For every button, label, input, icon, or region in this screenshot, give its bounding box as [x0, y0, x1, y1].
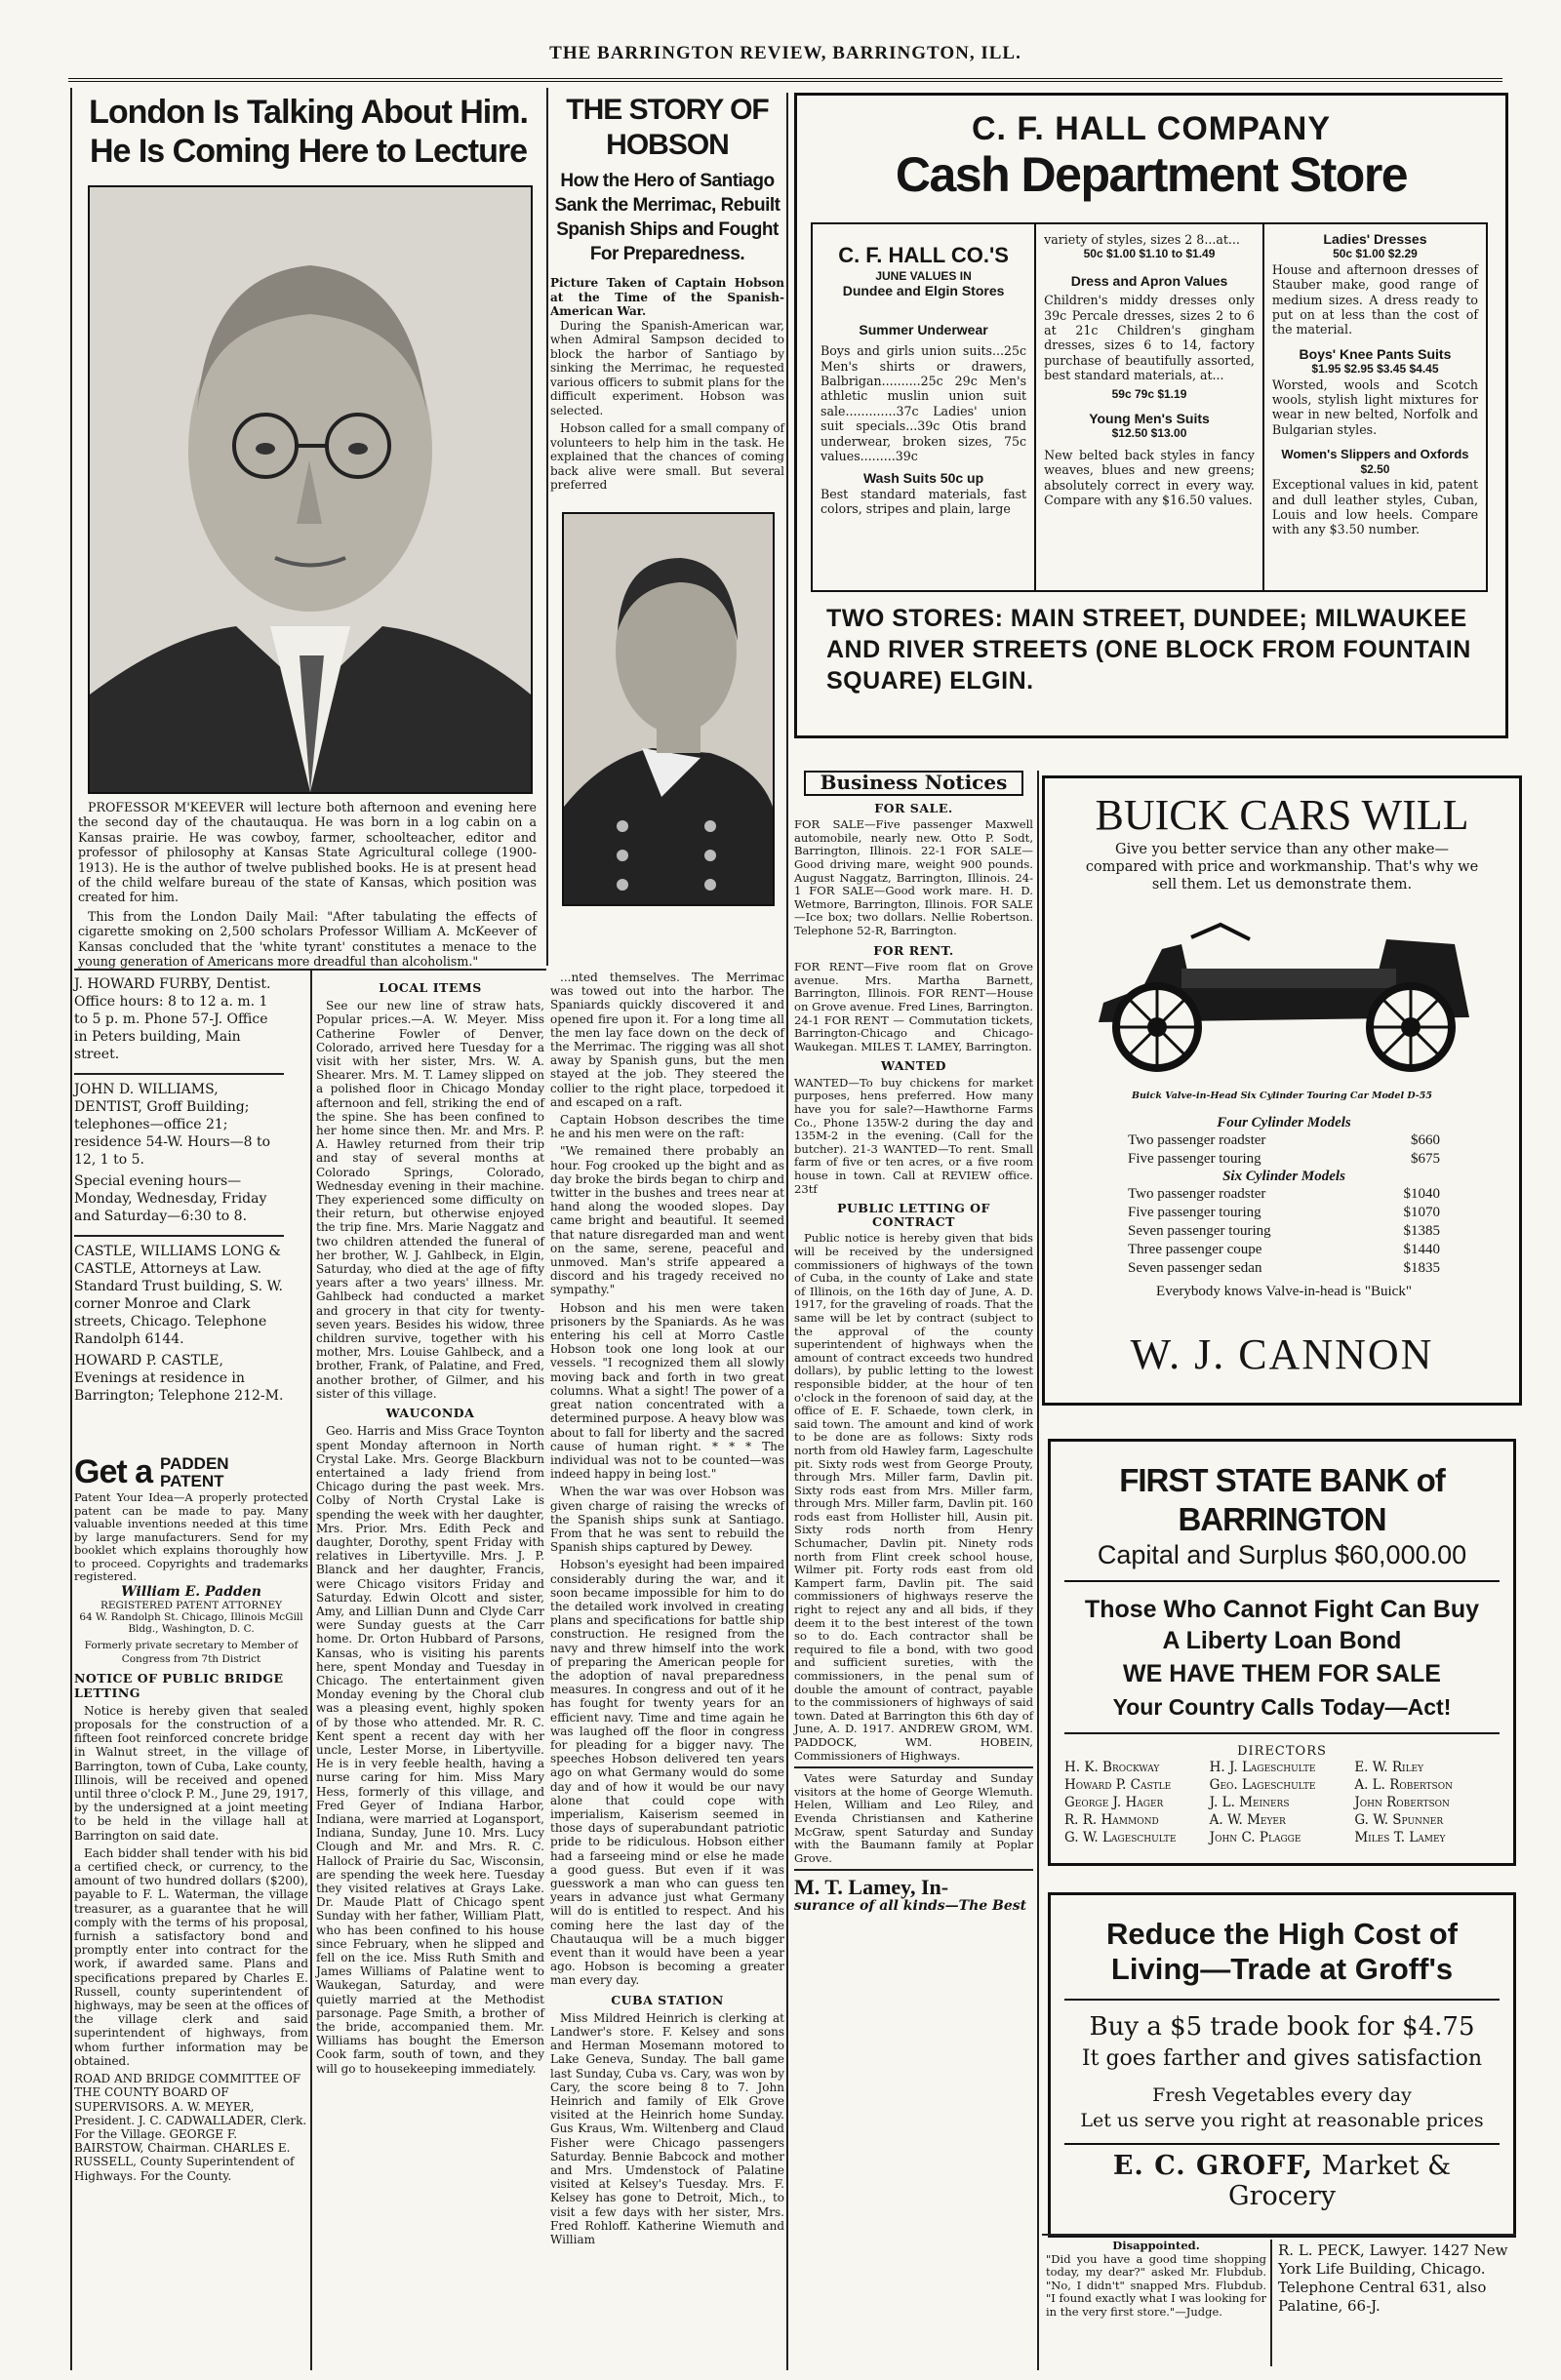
mckeever-article: [74, 93, 542, 970]
masthead: THE BARRINGTON REVIEW, BARRINGTON, ILL.: [68, 43, 1502, 82]
mckeever-headline: London Is Talking About Him.: [89, 94, 528, 131]
hobson-article-continued: [550, 971, 784, 2365]
local-items: [316, 975, 544, 2370]
hall-col-1: [813, 224, 1036, 590]
hobson-paragraph: Hobson's eyesight had been impaired considerably during the war, and it soon became impossible for him to do the detailed work involved in creating plans and specifications for battle ship construction. He resigned from the navy and threw himself into the work of preparing the American people for the adoption of naval preparedness measures. In congress and out of it he has fought for twenty years for an efficient navy. Time and time again he was laughed off the floor in congress for pleading for a bigger navy. The speeches Hobson delivered ten years ago on what Germany would do some day and of how it would be our navy alone that could cope with imperialism, Kaiserism seemed in those days of superabundant patriotic pride to be ridiculous. Hobson either had a farseeing mind or else he made a good guess. But even if it was guesswork a man who can guess ten years in advance just what Germany will do is entitled to respect. And his coming here the last day of the Chautauqua will be a much bigger event than it would have been a year ago. Hobson is becoming a greater man every day.: [550, 1558, 784, 1988]
williams-hours: Special evening hours—Monday, Wednesday, Friday and Saturday—6:30 to 8.: [74, 1173, 267, 1224]
column-rule: [1037, 771, 1039, 2370]
disappointed-head: Disappointed.: [1112, 2239, 1200, 2252]
hall-inner-name: C. F. HALL CO.'S: [838, 243, 1009, 267]
buick-model-price: $1040: [1403, 1186, 1440, 1202]
padden-role: REGISTERED PATENT ATTORNEY: [100, 1599, 283, 1611]
bank-ad: [1048, 1439, 1516, 1866]
director-name: John C. Plagge: [1209, 1830, 1301, 1845]
director-name: H. J. Lageschulte: [1209, 1760, 1316, 1775]
hall-stores: Dundee and Elgin Stores: [842, 283, 1005, 299]
padden-address: 64 W. Randolph St. Chicago, Illinois McGill Bldg., Washington, D. C.: [79, 1610, 303, 1635]
hobson-paragraph: Captain Hobson describes the time he and his men were on the raft:: [550, 1113, 784, 1141]
hall-ladies-head: Ladies' Dresses: [1323, 231, 1427, 247]
padden-head-2: PADDEN PATENT: [160, 1453, 229, 1490]
hall-col-2: [1036, 224, 1264, 590]
wanted-list: WANTED—To buy chickens for market purposes, hens preferred. How many have you for sale?—Hawthorne Farms Co., Phone 135W-2 during the day and 135M-2 in the evening. (Call for the butcher). 21-3 WANTED—To rent. Small farm of five or ten acres, or a five room house in town. Call at REVIEW office. 23tf: [794, 1075, 1033, 1196]
padden-former: Formerly private secretary to Member of Congress from 7th District: [84, 1640, 299, 1666]
wanted-head: WANTED: [880, 1058, 947, 1074]
hall-ladies: House and afternoon dresses of Stauber make, good range of medium sizes. A dress ready to put on at less than the cost of the material.: [1271, 261, 1479, 337]
hall-young-head: Young Men's Suits: [1089, 411, 1210, 427]
hobson-paragraph: Hobson called for a small company of volunteers to help him in the task. He explained that the chances of coming back alive were small. But several preferred: [550, 421, 784, 492]
buick-model-price: $1440: [1403, 1242, 1440, 1257]
six-cyl-head: Six Cylinder Models: [1222, 1169, 1345, 1184]
buick-price-list: [1128, 1115, 1440, 1300]
bank-line-1: Those Who Cannot Fight Can Buy: [1084, 1596, 1480, 1623]
hall-wash: Best standard materials, fast colors, stripes and plain, large: [821, 486, 1027, 517]
bank-line-2: A Liberty Loan Bond: [1162, 1627, 1402, 1654]
hall-company-ad: [794, 93, 1508, 738]
column-rule: [786, 93, 788, 2370]
hall-women: Exceptional values in kid, patent and dull leather styles, Cuban, Louis and low heels. Compare with any $3.50 number.: [1271, 477, 1479, 537]
director-name: R. R. Hammond: [1064, 1812, 1159, 1828]
rule: [74, 1073, 284, 1075]
padden-name: William E. Padden: [121, 1583, 261, 1600]
mckeever-portrait: [88, 185, 533, 794]
groff-name-row: [1064, 2143, 1500, 2211]
column-rule: [1270, 2240, 1272, 2366]
rule: [1042, 2234, 1516, 2236]
hall-dress-head: Dress and Apron Values: [1070, 272, 1228, 289]
hobson-subtitle: How the Hero of Santiago Sank the Merrimac, Rebuilt Spanish Ships and Fought For Preparedness.: [554, 171, 780, 264]
buick-model-row: [1128, 1222, 1440, 1241]
hall-ladies-prices: 50c $1.00 $2.29: [1333, 247, 1418, 261]
hall-company-name: C. F. HALL COMPANY: [971, 110, 1332, 147]
six-cyl-list: [1128, 1185, 1440, 1278]
director-name: Geo. Lageschulte: [1209, 1777, 1316, 1793]
hall-dress-prices: 59c 79c $1.19: [1111, 386, 1187, 401]
padden-body: Patent Your Idea—A properly protected patent can be made to pay. Many valuable inventions needed at this time by large manufacturers. Send for my booklet which explains thoroughly how to proceed. Copyrights and trademarks registered.: [74, 1490, 308, 1583]
director-name: A. L. Robertson: [1354, 1777, 1453, 1793]
hall-col-3: [1264, 224, 1486, 590]
groff-store-type: Market & Grocery: [1228, 2151, 1452, 2211]
bank-directors: [1064, 1732, 1500, 1846]
groff-line-3: Buy a $5 trade book for $4.75: [1089, 2012, 1475, 2042]
director-name: John Robertson: [1354, 1795, 1450, 1810]
bridge-signatures: ROAD AND BRIDGE COMMITTEE OF THE COUNTY BOARD OF SUPERVISORS. A. W. MEYER, President. J. C. CADWALLADER, Clerk. For the Village. GEORGE F. BAIRSTOW, Chairman. CHARLES E. RUSSELL, County Superintendent of Highways. For the County.: [74, 2072, 307, 2183]
bridge-paragraph: Notice is hereby given that sealed proposals for the construction of a fifteen foot reinforced concrete bridge in Walnut street, in the village of Barrington, town of Cuba, Lake county, Illinois, will be received and opened until three o'clock P. M., June 29, 1917, by the undersigned at a joint meeting to be held in the village hall at Barrington on said date.: [74, 1703, 308, 1843]
hobson-intro: [550, 276, 784, 493]
hall-young: New belted back styles in fancy weaves, blues and new greens; absolutely correct in every way. Compare with any $16.50 values.: [1044, 447, 1255, 508]
hall-boys-head: Boys' Knee Pants Suits: [1299, 345, 1452, 362]
buick-tagline: Everybody knows Valve-in-head is "Buick": [1156, 1284, 1412, 1299]
buick-model-row: [1128, 1150, 1440, 1169]
local-body: See our new line of straw hats, Popular prices.—A. W. Meyer. Miss Catherine Fowler of Denver, Colorado, arrived here Tuesday for a visit with her sister, Mrs. W. A. Shearer. Mrs. M. T. Lamey slipped on a polished floor in Chicago Monday afternoon and fell, striking the end of the spine. She has been confined to her home since then. Mr. and Mrs. P. A. Hawley returned from their trip and stay of several months at Colorado Springs, Colorado, Wednesday evening in their machine. They experienced some difficulty on their return, but otherwise enjoyed the trip fine. Mrs. Marie Naggatz and two children attended the funeral of her brother, W. J. Gahlbeck, in Elgin, Saturday, who died at the age of fifty years after a two years' illness. Mr. Gahlbeck had conducted a market and grocery in that city for twenty-seven years. Besides his widow, three children survive, together with his mother, Mrs. Louise Gahlbeck, and a brother, Frank, of Palatine, and Fred, another brother, of Gilmer, and his sister of this village.: [316, 999, 544, 1401]
peck-card: R. L. PECK, Lawyer. 1427 New York Life Building, Chicago. Telephone Central 631, also Palatine, 66-J.: [1278, 2241, 1508, 2315]
padden-ad: [74, 1453, 308, 1635]
directors-grid: [1064, 1759, 1500, 1846]
bridge-head: NOTICE OF PUBLIC BRIDGE LETTING: [74, 1671, 284, 1700]
mckeever-paragraph: This from the London Daily Mail: "After tabulating the effects of cigarette smoking on 2,500 scholars Professor William A. McKeever of Kansas concluded that the 'white tyrant' constitutes a menace to the young generation of Americans more dreadful than alcoholism.": [78, 908, 537, 970]
for-sale-list: FOR SALE—Five passenger Maxwell automobile, nearly new. Otto P. Sodt, Barrington, Illinois. 22-1 FOR SALE—Good driving mare, weight 900 pounds. August Naggatz, Barrington, Illinois. 24-1 FOR SALE—Good work mare. H. D. Wetmore, Barrington, Illinois. FOR SALE—Ice box; two dollars. Nellie Robertson. Telephone 52-R, Barrington.: [794, 817, 1033, 937]
hobson-caption: Picture Taken of Captain Hobson at the Time of the Spanish-American War.: [550, 276, 784, 318]
padden-head-1: Get a: [74, 1453, 153, 1490]
disappointed-body: "Did you have a good time shopping today, my dear?" asked Mr. Flubdub. "No, I didn't" snapped Mrs. Flubdub. "I found exactly what I was looking for in the very first store."—Judge.: [1046, 2251, 1266, 2319]
directors-head: DIRECTORS: [1237, 1744, 1327, 1759]
bank-line-4: Your Country Calls Today—Act!: [1112, 1694, 1452, 1720]
business-notices-title: Business Notices: [804, 771, 1023, 796]
williams-card: JOHN D. WILLIAMS, DENTIST, Groff Building; telephones—office 21; residence 54-W. Hours—8 to 12, 1 to 5.: [74, 1082, 271, 1168]
contract-body: Public notice is hereby given that bids will be received by the undersigned commissioners of highways of the town of Cuba, in the county of Lake and state of Illinois, on the 16th day of June, A. D. 1917, for the graveling of roads. That the same will be let by contract (subject to the approval of the county superintendent of highways when the amount of contract exceeds two hundred dollars), by public letting to the lowest responsible bidder, at the hour of ten o'clock in the forenoon of said day, at the office of E. F. Schaede, town clerk, in said town. The amount and kind of work to be done are as follows: Sixty rods north from old Hawley farm, Lageschulte pit. Sixty rods west from George Prouty, through Mrs. Miller farm, Davlin pit. Sixty rods east from Mrs. Miller farm, through Mrs. Miller farm, Davlin pit. 160 rods east from Hollister hill, Ausin pit. Sixty rods north from Henry Schumacher, Davlin pit. Ninety rods north from Flint creek school house, Wilmer pit. Forty rods east from old Kampert farm, Davlin pit. The said commissioners of highways reserve the right to reject any and all bids, if they deem it to the best interest of the town so to do. Each contractor shall be required to file a bond, with two good and sufficient sureties, with the commissioners, in the penal sum of double the amount of contract, payable to the commissioners of highways of said town. Dated at Barrington this 6th day of June, A. D. 1917. ANDREW GROM, WM. PADDOCK, WM. HOBEIN, Commissioners of Highways.: [794, 1231, 1033, 1763]
contract-head: PUBLIC LETTING OF CONTRACT: [837, 1201, 990, 1229]
bank-line-3: WE HAVE THEM FOR SALE: [1123, 1660, 1441, 1687]
hall-young-prices: $12.50 $13.00: [1111, 426, 1187, 441]
hall-june-values: JUNE VALUES IN: [875, 269, 972, 283]
four-cyl-list: [1128, 1131, 1440, 1169]
hall-dress: Children's middy dresses only 39c Percale dresses, sizes 2 to 6 at 21c Children's gingham dresses, sizes 6 to 14, factory purchase of beautifully assorted, best standard materials, at...: [1044, 293, 1255, 383]
director-name: G. W. Lageschulte: [1064, 1830, 1177, 1845]
buick-model-row: [1128, 1204, 1440, 1222]
groff-line-4: It goes farther and gives satisfaction: [1081, 2046, 1483, 2071]
bank-capital: Capital and Surplus $60,000.00: [1097, 1540, 1467, 1569]
bridge-notice: [74, 1640, 308, 2370]
groff-ad: [1048, 1892, 1516, 2238]
cuba-body: Miss Mildred Heinrich is clerking at Landwer's store. F. Kelsey and sons and Herman Mosemann motored to Lake Geneva, Sunday. The ball game last Sunday, Cuba vs. Cary, was won by Cary, the score being 8 to 7. John Heinrich and family of Elk Grove visited at the Heinrich home Sunday. Gus Kraus, Wm. Wiltenberg and Claud Fisher were Chicago passengers Saturday. Bennie Babcock and mother and Mrs. Umdenstock of Palatine visited at Kelsey's Tuesday. Mrs. F. Kelsey has gone to Detroit, Mich., to visit a few days with her sister, Mrs. Fred Rohloff. Katherine Wiemuth and William: [550, 2010, 784, 2247]
business-notices: [794, 771, 1033, 2370]
professional-cards: [74, 975, 284, 1444]
buick-car-illustration: [1084, 910, 1484, 1086]
lamey-name: M. T. Lamey, In-: [794, 1875, 949, 1900]
cuba-head: CUBA STATION: [611, 1992, 724, 2007]
hobson-title: THE STORY OF HOBSON: [566, 94, 769, 161]
for-rent-head: FOR RENT.: [873, 942, 954, 958]
director-name: A. W. Meyer: [1209, 1812, 1286, 1828]
four-cyl-head: Four Cylinder Models: [1217, 1115, 1351, 1130]
vates-item: Vates were Saturday and Sunday visitors at the home of George Wlemuth. Helen, William and Leo Riley, and Evenda Christiansen and Katherine McGraw, spent Saturday and Sunday with the Baumann family at Poplar Grove.: [794, 1771, 1033, 1865]
wauconda-head: WAUCONDA: [385, 1406, 475, 1421]
buick-model-name: Seven passenger touring: [1128, 1223, 1271, 1239]
buick-car-caption: Buick Valve-in-Head Six Cylinder Touring Car Model D-55: [1132, 1091, 1432, 1101]
for-sale-head: FOR SALE.: [874, 800, 953, 815]
mckeever-subheadline: He Is Coming Here to Lecture: [89, 133, 528, 170]
buick-dealer: W. J. CANNON: [1130, 1330, 1434, 1378]
buick-ad: [1042, 775, 1522, 1406]
bank-name: FIRST STATE BANK of BARRINGTON: [1119, 1462, 1445, 1537]
groff-line-1: Reduce the High Cost of: [1106, 1917, 1458, 1951]
hobson-paragraph: When the war was over Hobson was given charge of raising the wrecks of the Spanish ships sunk at Santiago. From that he was sent to rebuild the Spanish ships captured by Dewey.: [550, 1485, 784, 1555]
hall-boys-prices: $1.95 $2.95 $3.45 $4.45: [1311, 362, 1439, 377]
buick-model-price: $675: [1411, 1151, 1440, 1167]
hall-col2-prices: 50c $1.00 $1.10 to $1.49: [1083, 247, 1216, 261]
groff-name: E. C. GROFF,: [1112, 2151, 1314, 2181]
hall-col2-top: variety of styles, sizes 2 8...at...: [1044, 232, 1240, 247]
groff-body: [1064, 1999, 1500, 2133]
buick-model-row: [1128, 1131, 1440, 1150]
bridge-paragraph: Each bidder shall tender with his bid a certified check, or currency, to the amount of two hundred dollars ($200), payable to F. L. Waterman, the village treasurer, as a guarantee that he will comply with the terms of his proposal, furnish a satisfactory bond and promptly enter into contract for the work, if awarded same. Plans and specifications prepared by Charles E. Russell, county superintendent of highways, may be seen at the offices of the village clerk and said superintendent of highways, from whom further information may be obtained.: [74, 1845, 308, 2068]
hall-women-price: $2.50: [1360, 461, 1390, 476]
rule: [74, 1235, 284, 1237]
director-name: E. W. Riley: [1354, 1760, 1424, 1775]
furby-card: J. HOWARD FURBY, Dentist. Office hours: 8 to 12 a. m. 1 to 5 p. m. Phone 57-J. Office in Peters building, Main street.: [74, 976, 271, 1062]
buick-model-price: $1385: [1403, 1223, 1440, 1239]
column-rule: [70, 88, 72, 2370]
buick-model-price: $660: [1411, 1132, 1440, 1148]
disappointed-item: [1046, 2240, 1266, 2366]
hobson-paragraph: ...nted themselves. The Merrimac was towed out into the harbor. The Spaniards quickly discovered it and opened fire upon it. For a long time all the men lay face down on the deck of the Merrimac. The rigging was all shot away by Spanish guns, but the men stayed at the job. They steered the collier to the right place, torpedoed it and escaped on a raft.: [550, 971, 784, 1109]
director-name: George J. Hager: [1064, 1795, 1164, 1810]
director-name: Howard P. Castle: [1064, 1777, 1172, 1793]
local-head: LOCAL ITEMS: [379, 980, 482, 995]
hobson-paragraph: Hobson and his men were taken prisoners by the Spaniards. As he was entering his cell at Morro Castle Hobson took one long look at our vessels. "I recognized them all slowly moving back and forth in two great columns. What a sight! The power of a great nation concentrated with a determined purpose. A heavy blow was about to fall for liberty and the sacred cause of human right. * * * The individual was not to be counted—was indeed happy in being lost.": [550, 1300, 784, 1482]
buick-model-name: Two passenger roadster: [1128, 1186, 1266, 1202]
buick-model-name: Seven passenger sedan: [1128, 1260, 1262, 1276]
hall-store-name: Cash Department Store: [895, 147, 1408, 202]
groff-line-6: Let us serve you right at reasonable prices: [1080, 2110, 1484, 2131]
hall-boys: Worsted, wools and Scotch wools, stylish light mixtures for wear in new belted, Norfolk and Bulgarian styles.: [1271, 377, 1479, 437]
castle-evening: HOWARD P. CASTLE, Evenings at residence in Barrington; Telephone 212-M.: [74, 1353, 284, 1404]
buick-model-name: Five passenger touring: [1128, 1205, 1261, 1220]
hobson-paragraph: During the Spanish-American war, when Admiral Sampson decided to block the harbor of Santiago by sinking the Merrimac, he requested various officers to submit plans for the difficult experiment. Hobson was selected.: [550, 318, 784, 417]
groff-line-5: Fresh Vegetables every day: [1152, 2084, 1412, 2106]
groff-line-2: Living—Trade at Groff's: [1110, 1952, 1454, 1986]
column-rule: [546, 88, 548, 966]
buick-model-name: Two passenger roadster: [1128, 1132, 1266, 1148]
buick-model-price: $1070: [1403, 1205, 1440, 1220]
hall-underwear: Boys and girls union suits...25c Men's shirts or drawers, Balbrigan..........25c 29c Men's athletic muslin union suit sale.............37c Ladies' union suit specials...39c Otis brand underwear, broken sizes, 75c values.........39c: [821, 343, 1027, 464]
wauconda-body: Geo. Harris and Miss Grace Toynton spent Monday afternoon in North Crystal Lake. Mrs. George Blackburn entertained a lady friend from Chicago during the past week. Mrs. Colby of North Crystal Lake is spending the week with her daughter, Mrs. Prior. Mrs. Edith Peck and daughter, Dorothy, spent Friday with relatives in Libertyville. Mrs. J. P. Blanck and her daughter, Francis, were Chicago visitors Friday and Saturday. Edwin Olcott and sister, Amy, and Lillian Dunn and Clyde Carr were Sunday guests at the Carr home. Dr. Orton Hubbard of Parsons, Kansas, who is visiting his parents here, spent Monday and Tuesday in Chicago. The entertainment given Monday evening by the Choral club was a pleasing event, highly spoken of by those who attended. Mr. R. C. Kent spent a recent day with her uncle, Lester Morse, in Libertyville. He is in very feeble health, having a nurse caring for him. Miss Mary Hess, formerly of this village, and Fred Geyer of Indiana Harbor, Indiana, were married at Logansport, Indiana, Sunday, June 10. Mrs. Lucy Clough and Mr. and Mrs. R. C. Hallock of Prairie du Sac, Wisconsin, are spending the week here. Tuesday they visited relatives at Grays Lake. Dr. Maude Platt of Chicago spent Sunday with her father, William Platt, who has been confined to his house since February, when he slipped and fell on the ice. Miss Ruth Smith and James Williams of Palatine went to Waukegan, Saturday, and were quietly married at the Methodist parsonage. Page Smith, a brother of the bride, accompanied them. Mr. Williams has bought the Emerson Cook farm, south of town, and they will go to housekeeping immediately.: [316, 1424, 544, 2076]
buick-model-row: [1128, 1241, 1440, 1259]
hall-women-head: Women's Slippers and Oxfords: [1281, 447, 1469, 462]
buick-model-name: Five passenger touring: [1128, 1151, 1261, 1167]
for-rent-list: FOR RENT—Five room flat on Grove avenue. Mrs. Martha Barnett, Barrington, Illinois. FOR RENT—House on Grove avenue. Fred Lines, Barrington. 24-1 FOR RENT — Commutation tickets, Barrington-Chicago and Chicago-Waukegan. MILES T. LAMEY, Barrington.: [794, 960, 1034, 1053]
director-name: Miles T. Lamey: [1354, 1830, 1446, 1845]
buick-model-price: $1835: [1403, 1260, 1440, 1276]
buick-subtitle: Give you better service than any other make—compared with price and workmanship. That's why we sell them. Let us demonstrate them.: [1085, 842, 1479, 892]
director-name: H. K. Brockway: [1064, 1760, 1160, 1775]
hobson-portrait: [562, 512, 775, 906]
hobson-article-top: [550, 93, 784, 971]
mckeever-body: [78, 800, 537, 972]
buick-model-name: Three passenger coupe: [1128, 1242, 1262, 1257]
buick-model-row: [1128, 1185, 1440, 1204]
hall-two-stores: TWO STORES: MAIN STREET, DUNDEE; MILWAUKEE AND RIVER STREETS (ONE BLOCK FROM FOUNTAIN SQUARE) ELGIN.: [826, 605, 1471, 694]
director-name: G. W. Spunner: [1354, 1812, 1444, 1828]
column-rule: [310, 971, 312, 2370]
lamey-line: surance of all kinds—The Best: [794, 1898, 1027, 1915]
hall-wash-head: Wash Suits 50c up: [862, 470, 984, 487]
rule: [794, 1766, 1033, 1768]
castle-card: CASTLE, WILLIAMS LONG & CASTLE, Attorneys at Law. Standard Trust building, S. W. corner Monroe and Clark streets, Chicago. Telephone Randolph 6144.: [74, 1244, 283, 1347]
hall-underwear-head: Summer Underwear: [859, 321, 988, 337]
bank-message: [1064, 1580, 1500, 1723]
hall-values-grid: [811, 222, 1488, 592]
mckeever-paragraph: PROFESSOR M'KEEVER will lecture both afternoon and evening here the second day of the chautauqua. He was born in a log cabin on a Kansas prairie. He was cowboy, farmer, schoolteacher, editor and professor of philosophy at Kansas State Agricultural college (1900-1913). He is the author of twelve published books. He is at present head of the child welfare bureau of the state of Kansas, which position was created for him.: [78, 800, 537, 905]
director-name: J. L. Meiners: [1209, 1795, 1290, 1810]
rule: [794, 1869, 1033, 1871]
buick-title: BUICK CARS WILL: [1095, 791, 1469, 839]
hobson-paragraph: "We remained there probably an hour. Fog crooked up the bight and as day broke the birds began to chirp and twitter in the bushes and trees near at hand along the wooded slopes. Day came bright and beautiful. It seemed that nature disregarded man and went on the same, serene, peaceful and unmoved. Man's strife appeared a discord and his tragedy received no sympathy.": [550, 1144, 784, 1297]
buick-model-row: [1128, 1259, 1440, 1278]
